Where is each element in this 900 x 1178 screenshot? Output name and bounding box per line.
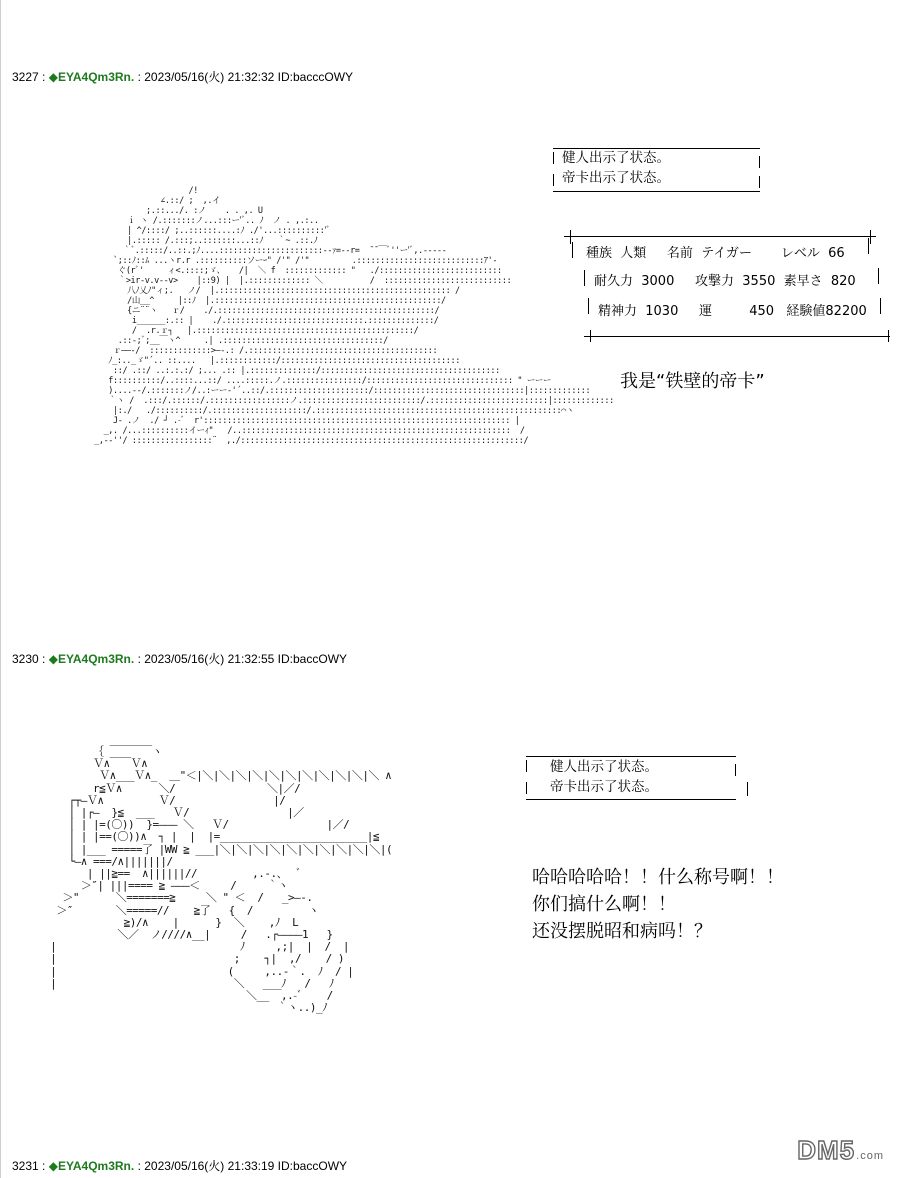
post-header-3230	[12, 650, 347, 667]
box-right-tick	[759, 176, 760, 188]
post-meta: : 2023/05/16(火) 21:33:19 ID:baccOWY	[137, 1159, 348, 1173]
box-bottom-border	[553, 191, 760, 192]
post-header-3227	[12, 68, 353, 85]
stats-left-bar	[572, 242, 573, 258]
post-number: 3227	[12, 70, 39, 84]
page-left-border	[0, 0, 1, 1178]
post-meta: : 2023/05/16(火) 21:32:32 ID:bacccOWY	[137, 70, 354, 84]
status-stats-table	[562, 228, 892, 340]
stats-left-bar	[588, 298, 589, 314]
trip-diamond-icon: ◆	[48, 70, 58, 84]
post-header-3231	[12, 1157, 347, 1174]
post-separator: :	[42, 70, 46, 84]
watermark-domain: .com	[856, 1150, 884, 1162]
status-line-1: 健人出示了状态。	[550, 759, 658, 775]
stats-cross	[870, 230, 871, 244]
stats-top-rule	[564, 236, 876, 237]
stats-row-durability-attack-speed: 耐久力 3000 攻撃力 3550 素早さ 820	[594, 274, 856, 289]
box-left-tick	[553, 152, 554, 164]
poster-trip[interactable]: EYA4Qm3Rn.	[57, 1159, 135, 1173]
poster-trip[interactable]: EYA4Qm3Rn.	[57, 652, 135, 666]
post-number: 3230	[12, 652, 39, 666]
status-line-2: 帝卡出示了状态。	[550, 779, 658, 795]
box-left-tick	[553, 174, 554, 186]
stats-row-species-name-level: 種族 人類 名前 テイガー レベル 66	[586, 246, 845, 261]
status-announce-box-2	[526, 756, 736, 800]
box-bottom-border	[526, 799, 736, 800]
speech-block-laugh	[532, 864, 784, 945]
ascii-art-character-2: ｛ ￣￣￣￣ヽ Ｖ∧￣￣Ｖ∧ Ｖ∧___Ｖ∧_ ＿"＜|＼|＼|＼|＼|＼|＼|＼|＼|＼|＼|＼ ∧ r≦Ｖ∧ ＼/ ＼|／/ ┌┬―Ｖ∧ Ｖ/ |/ │ |┌― }≦ ___ Ｖ/ |／ │ | |=(〇)) }=――― ＼ Ｖ/ |／/ │ | |==(〇))∧ ┐ | | |=________________________|≦ │ |___ =====了 |WW ≧ ___|＼|＼|＼|＼|＼|＼|＼|＼|＼|＼|( └―∧ ===/∧|||||||/ | ||≧== ∧||||||// ,.-.、 ﾞ ＞″| |||==== ≧ ―――＜ / ｀ヽ ＞" ＼=======≧ ＼ " ＜ / _>―-. ＞″ ＼=====// ≧了 { / ヽ ≧)/∧ | } ＼ ,ﾉ L ＼／ ノ////∧__| / .┌――――1 } | ﾉ ,;| | / | | ; ┐| ,/ / ) | ( ,..-｀. ﾉ / | | ＼ ___ﾉ / ﾉ ＼__ ,.-ﾞ / ｀ヽ..)_ﾉ	[50, 745, 393, 1015]
speech-line-3: 还没摆脱昭和病吗！？	[532, 921, 712, 942]
stats-cross	[590, 330, 591, 342]
post-separator: :	[42, 652, 46, 666]
trip-diamond-icon: ◆	[48, 1159, 58, 1173]
box-right-tick	[759, 156, 760, 168]
trip-diamond-icon: ◆	[48, 652, 58, 666]
stats-right-bar	[868, 238, 869, 254]
post-separator: :	[42, 1159, 46, 1173]
stats-cross	[570, 230, 571, 244]
speech-line-title: 我是“铁壁的帝卡”	[620, 371, 765, 392]
stats-cross	[888, 330, 889, 342]
ascii-art-character-1: /! ∠.::/ ; ,.イ ;.::.../. :ノ . . ,. U ｉ ヽ /.:::::::ノ...:::ー'ﾞ.. ﾉ ノ . ,.:.. | ^/::::/ ;..::::::....:ﾉ ./'...::::::::::'ﾞ |.::::: /.:::;..:::::::...::ﾉ ｀~ .::.ﾉ ｀ﾞ.:::::/..::.;ﾉ....::::::::::::::::::::::--ｧ=--r= ̄ ̄ ￣ﾞ''ー'ﾞ,.-‐‐-- `;::ﾉ::ﾑ ...ヽr.r .::::::::::ソーｰ" /'" /'" .:::::::::::::::::::::::::::ｱ'- ぐ(rﾞ' ィ<.::::;ゞ、 /| ＼ f ::::::::::::: " ./:::::::::::::::::::::::::: ｀>ir-v.v--v> |::9) | |.::::::::::::: ＼ / ::::::::::::::::::::::::::: 八ﾉ乂ﾉ"ィ;. ノ/ |.::::::::::::::::::::::::::::::::::::::::::::::::: / /山__^ |::ﾉ |.::::::::::::::::::::::::::::::::::::::::::::::::/ {ニ¨¨ヽ ｒ/ ./.::::::::::::::::::::::::::::::::::::::::::::::/ i______:.:: | ./.:::::::::::::::::::::::::::::.::::::::::::::/ / .r.ｒ┐ |.::::::::::::::::::::::::::::::::::::::::::::::/ .::-;ﾞ;__￣ヽ^ .| .::::::::::::::::::::::::::::::::::/ ｒ――‐/ :::::::::::::>―‐.: /.:::::::::::::::::::::::::::::::::::::::: ﾉ_:.._ゞ"´.. ::.... |.::::::::::::/:::::::::::::::::::::::::::::::::::::: ::/ .::/ ..:.:.:/ ;... .:: |.::::::::::::::/:::::::::::::::::::::::::::::::::::::: f::::::::::/..::::...::/ ....:::::.ノ.::::::::::::::::/::::::::::::::::::::::::::::::: " ーーー )....--/.:::::::ノ/..:ーー‐'´..::/.:::::::::::::::::::::/::::::::::::::::::::::::::::::::|::::::::::::: ｀ヽ / .:::/.::::::/.:::::::::::::::::ノ.:::::::::::::::::::::::::/.:::::::::::::::::::::::::|::::::::::::: |:./ ./::::::::::/.::::::::::::::::::::/.::::::::::::::::::::::::::::::::::::::::::::::::::::⌒ヽ J- .ノ ./ ┘ .-ﾞ r'::::::::::::::::::::::::::::::::::::::::::::::::::::::::::::::::: | _,. /...::::::::::イーｨ" /..::::::::::::::::::::::::::::::::::::::::::::::::::::::::: / _,--''/ :::::::::::::::::¨ ,./::::::::::::::::::::::::::::::::::::::::::::::::::::::::::::/	[94, 186, 614, 446]
stats-right-bar	[880, 298, 881, 314]
status-line-2: 帝卡出示了状态。	[562, 170, 670, 186]
stats-right-bar	[878, 268, 879, 284]
box-right-tick	[735, 764, 736, 776]
site-watermark-logo	[797, 1135, 884, 1166]
status-line-1: 健人出示了状态。	[562, 150, 670, 166]
stats-bottom-rule	[584, 336, 890, 337]
post-meta: : 2023/05/16(火) 21:32:55 ID:baccOWY	[137, 652, 348, 666]
watermark-main: DM5	[797, 1135, 856, 1165]
poster-trip[interactable]: EYA4Qm3Rn.	[57, 70, 135, 84]
box-right-tick	[747, 782, 748, 796]
box-left-tick	[526, 782, 527, 794]
box-left-tick	[526, 760, 527, 772]
status-announce-box-1	[553, 148, 760, 192]
speech-line-2: 你们搞什么啊！！	[532, 894, 676, 915]
stats-row-spirit-luck-exp: 精神力 1030 運 450 経験値82200	[598, 304, 867, 319]
stats-left-bar	[584, 270, 585, 286]
speech-line-1: 哈哈哈哈哈！！什么称号啊！！	[532, 867, 784, 888]
post-number: 3231	[12, 1159, 39, 1173]
